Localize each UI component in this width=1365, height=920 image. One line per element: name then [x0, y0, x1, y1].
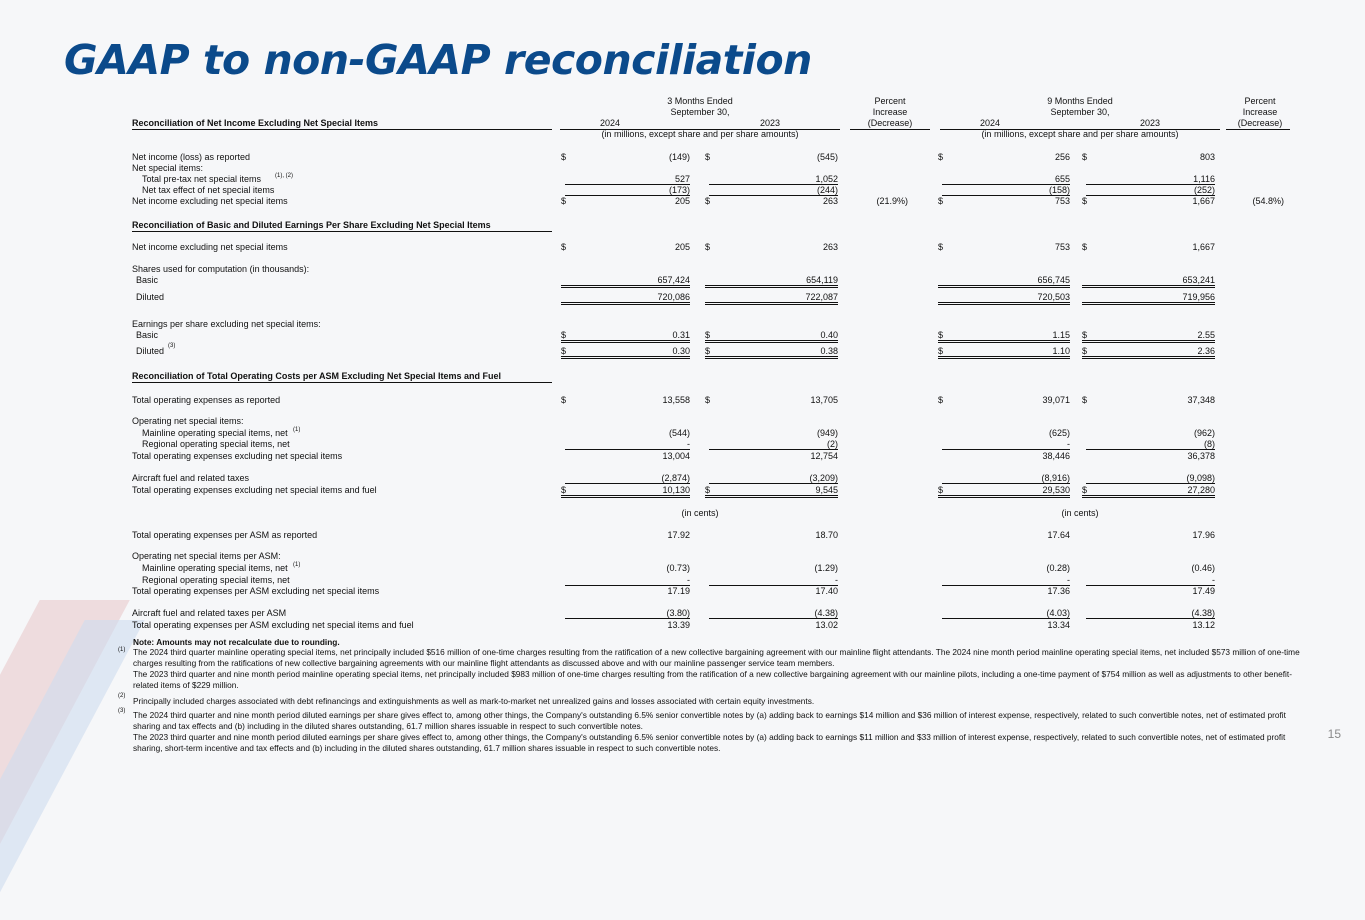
row-fasm-value-2: (4.03)	[942, 608, 1070, 619]
footnote-marker-1: (1)	[118, 647, 126, 653]
row-ni-value-2: 256	[1054, 152, 1070, 162]
row-basic-value-0: 657,424	[561, 275, 690, 288]
row-asmexf-value-3: 13.12	[1192, 620, 1215, 630]
header-year-2023-q: 2023	[759, 118, 781, 128]
header-percent-q-1: Percent	[874, 96, 906, 106]
row-toexf-label: Total operating expenses excluding net special items and fuel	[132, 485, 377, 495]
row-rasm-value-2: -	[942, 575, 1070, 586]
row-epsb-value-1: 0.40	[705, 330, 838, 343]
header-percent-y-3: (Decrease)	[1237, 118, 1283, 128]
row-toe-value-2: 39,071	[1042, 395, 1070, 405]
row-epsb-currency-3: $	[1082, 330, 1088, 340]
header-rule-pct-q	[850, 129, 930, 130]
page-number: 15	[1327, 727, 1341, 741]
row-mosi-value-3: (962)	[1193, 428, 1215, 438]
row-asm-value-2: 17.64	[1047, 530, 1070, 540]
row-asmex-value-2: 17.36	[1047, 586, 1070, 596]
row-asm-value-0: 17.92	[667, 530, 690, 540]
section-title-operating-costs: Reconciliation of Total Operating Costs per ASM Excluding Net Special Items and Fuel	[132, 371, 502, 381]
row-asmexf-label: Total operating expenses per ASM excluding net special items and fuel	[132, 620, 414, 630]
footnote-1a: The 2024 third quarter mainline operating special items, net principally included $516 million of one-time charges resulting from the ratification of a new collective bargaining agreement with our mainline flight attendants. The 2024 nine month period mainline operating special items, net included $573 million of one-time charges resulting from the ratifications of new collective bargaining agreements with our mainline flight attendants as discussed above and with our mainline passenger service team members.	[133, 647, 1300, 668]
row-diluted-label: Diluted	[136, 292, 165, 302]
row-fasm-value-1: (4.38)	[709, 608, 838, 619]
section-title-net-income: Reconciliation of Net Income Excluding Net Special Items	[132, 118, 379, 128]
header-sep30-q: September 30,	[670, 107, 730, 117]
row-toe-value-1: 13,705	[810, 395, 838, 405]
section-title-eps: Reconciliation of Basic and Diluted Earnings Per Share Excluding Net Special Items	[132, 220, 491, 230]
row-asmexf-value-0: 13.39	[667, 620, 690, 630]
row-niex-value-0: 205	[674, 196, 690, 206]
row-niex-currency-2: $	[938, 196, 944, 206]
in-cents-y: (in cents)	[1061, 508, 1099, 518]
footnote-note: Note: Amounts may not recalculate due to rounding.	[133, 637, 340, 647]
row-pretax-value-0: 527	[565, 174, 690, 185]
row-taxeff-value-3: (252)	[1086, 185, 1215, 196]
row-epsb-currency-2: $	[938, 330, 944, 340]
row-rosi-value-2: -	[942, 439, 1070, 450]
row-rosi-value-1: (2)	[709, 439, 838, 450]
row-toex-value-3: 36,378	[1187, 451, 1215, 461]
header-year-2024-q: 2024	[599, 118, 621, 128]
header-rule-q	[560, 129, 840, 130]
row-epsb-currency-1: $	[705, 330, 711, 340]
header-3-months: 3 Months Ended	[667, 96, 733, 106]
row-epsd-value-1: 0.38	[705, 346, 838, 359]
row-fasm-value-0: (3.80)	[565, 608, 690, 619]
row-epsb-value-3: 2.55	[1082, 330, 1215, 343]
header-year-2023-y: 2023	[1139, 118, 1161, 128]
footnote-ref-3: (3)	[168, 343, 176, 349]
row-toe-currency-2: $	[938, 395, 944, 405]
row-niex2-value-0: 205	[674, 242, 690, 252]
header-rule-pct-y	[1226, 129, 1290, 130]
row-rosi-label: Regional operating special items, net	[142, 439, 290, 449]
row-niex-value-3: 1,667	[1192, 196, 1215, 206]
row-epsb-currency-0: $	[561, 330, 567, 340]
row-toe-value-3: 37,348	[1187, 395, 1215, 405]
label-eps-excluding: Earnings per share excluding net special items:	[132, 319, 321, 329]
row-asm-value-3: 17.96	[1192, 530, 1215, 540]
pct-net-income-y: (54.8%)	[1252, 196, 1284, 206]
row-niex-value-1: 263	[822, 196, 838, 206]
row-epsd-label: Diluted	[136, 346, 165, 356]
row-ni-value-0: (149)	[668, 152, 690, 162]
row-niex-currency-1: $	[705, 196, 711, 206]
row-basic-value-2: 656,745	[938, 275, 1070, 288]
row-toe-value-0: 13,558	[662, 395, 690, 405]
row-fuel-value-3: (9,098)	[1086, 473, 1215, 484]
page-title: GAAP to non-GAAP reconciliation	[64, 36, 812, 84]
row-mosi-value-0: (544)	[668, 428, 690, 438]
footnote-ref-1-asm: (1)	[293, 562, 301, 568]
header-sep30-y: September 30,	[1050, 107, 1110, 117]
row-epsd-value-0: 0.30	[561, 346, 690, 359]
row-toe-currency-0: $	[561, 395, 567, 405]
row-niex2-currency-0: $	[561, 242, 567, 252]
footnote-3a: The 2024 third quarter and nine month period diluted earnings per share gives effect to, among other things, the Company's outstanding 6.5% senior convertible notes by (a) adding back to earnings $14 million and $36 million of interest expense, respectively, related to such convertible notes, net of estimated profit sharing and tax effects and (b) including in the diluted shares outstanding, 61.7 million shares issuable in respect to such convertible notes.	[133, 710, 1286, 731]
row-fuel-label: Aircraft fuel and related taxes	[132, 473, 250, 483]
row-ni-value-3: 803	[1199, 152, 1215, 162]
row-ni-label: Net income (loss) as reported	[132, 152, 251, 162]
footnote-3b: The 2023 third quarter and nine month period diluted earnings per share gives effect to, among other things, the Company's outstanding 6.5% senior convertible notes by (a) adding back to earnings $11 million and $33 million of interest expense, respectively, related to such convertible notes, net of estimated profit sharing, short-term incentive and tax effects and (b) including in the diluted shares outstanding, 61.7 million shares issuable in respect to such convertible notes.	[133, 732, 1286, 753]
row-niex2-label: Net income excluding net special items	[132, 242, 288, 252]
row-toexf-value-0: 10,130	[561, 485, 690, 498]
row-ni-currency-1: $	[705, 152, 711, 162]
row-toexf-value-2: 29,530	[938, 485, 1070, 498]
section-rule-operating-costs	[132, 382, 552, 383]
row-toexf-value-3: 27,280	[1082, 485, 1215, 498]
row-masm-value-2: (0.28)	[1046, 563, 1070, 573]
row-epsb-label: Basic	[136, 330, 159, 340]
pct-net-income-q: (21.9%)	[876, 196, 908, 206]
row-asm-label: Total operating expenses per ASM as reported	[132, 530, 318, 540]
row-asmex-value-3: 17.49	[1192, 586, 1215, 596]
row-pretax-value-1: 1,052	[709, 174, 838, 185]
row-ni-currency-0: $	[561, 152, 567, 162]
footnote-ref-1-2: (1), (2)	[275, 173, 293, 179]
row-mosi-label: Mainline operating special items, net	[142, 428, 288, 438]
row-epsd-value-2: 1.10	[938, 346, 1070, 359]
footnote-2: Principally included charges associated with debt refinancings and extinguishments as well as mark-to-market net unrealized gains and losses associated with certain equity investments.	[133, 696, 815, 706]
header-9-months: 9 Months Ended	[1047, 96, 1113, 106]
row-masm-label: Mainline operating special items, net	[142, 563, 288, 573]
row-epsd-currency-0: $	[561, 346, 567, 356]
row-pretax-value-3: 1,116	[1086, 174, 1215, 185]
label-operating-net-special-items-asm: Operating net special items per ASM:	[132, 551, 281, 561]
row-toe-currency-1: $	[705, 395, 711, 405]
row-mosi-value-2: (625)	[1048, 428, 1070, 438]
header-rule-section	[132, 129, 552, 130]
footnote-marker-2: (2)	[118, 693, 126, 699]
row-masm-value-0: (0.73)	[666, 563, 690, 573]
row-asmex-label: Total operating expenses per ASM excluding net special items	[132, 586, 380, 596]
row-niex2-value-3: 1,667	[1192, 242, 1215, 252]
row-asmexf-value-1: 13.02	[815, 620, 838, 630]
row-epsd-currency-3: $	[1082, 346, 1088, 356]
row-taxeff-value-2: (158)	[942, 185, 1070, 196]
row-toexf-currency-2: $	[938, 485, 944, 495]
row-rasm-value-1: -	[709, 575, 838, 586]
row-niex2-currency-1: $	[705, 242, 711, 252]
header-percent-y-2: Increase	[1242, 107, 1278, 117]
row-fasm-label: Aircraft fuel and related taxes per ASM	[132, 608, 287, 618]
header-percent-y-1: Percent	[1244, 96, 1276, 106]
row-masm-value-3: (0.46)	[1191, 563, 1215, 573]
row-niex2-value-2: 753	[1054, 242, 1070, 252]
row-niex2-currency-2: $	[938, 242, 944, 252]
row-toex-value-1: 12,754	[810, 451, 838, 461]
row-diluted-value-0: 720,086	[561, 292, 690, 305]
header-year-2024-y: 2024	[979, 118, 1001, 128]
header-rule-y	[940, 129, 1220, 130]
row-toex-value-0: 13,004	[662, 451, 690, 461]
row-toe-label: Total operating expenses as reported	[132, 395, 281, 405]
row-epsd-currency-2: $	[938, 346, 944, 356]
row-niex-label: Net income excluding net special items	[132, 196, 288, 206]
in-cents-q: (in cents)	[681, 508, 719, 518]
row-toex-label: Total operating expenses excluding net special items	[132, 451, 343, 461]
row-basic-value-3: 653,241	[1082, 275, 1215, 288]
header-units-y: (in millions, except share and per share amounts)	[981, 129, 1179, 139]
row-toexf-value-1: 9,545	[705, 485, 838, 498]
row-toex-value-2: 38,446	[1042, 451, 1070, 461]
row-fasm-value-3: (4.38)	[1086, 608, 1215, 619]
label-operating-net-special-items: Operating net special items:	[132, 416, 244, 426]
row-diluted-value-3: 719,956	[1082, 292, 1215, 305]
row-fuel-value-1: (3,209)	[709, 473, 838, 484]
row-fuel-value-0: (2,874)	[565, 473, 690, 484]
row-masm-value-1: (1.29)	[814, 563, 838, 573]
row-basic-value-1: 654,119	[705, 275, 838, 288]
header-percent-q-3: (Decrease)	[867, 118, 913, 128]
row-asm-value-1: 18.70	[815, 530, 838, 540]
row-epsd-currency-1: $	[705, 346, 711, 356]
row-rasm-value-0: -	[565, 575, 690, 586]
row-toexf-currency-3: $	[1082, 485, 1088, 495]
row-taxeff-value-1: (244)	[709, 185, 838, 196]
row-epsb-value-0: 0.31	[561, 330, 690, 343]
row-ni-currency-3: $	[1082, 152, 1088, 162]
row-epsd-value-3: 2.36	[1082, 346, 1215, 359]
row-asmex-value-1: 17.40	[815, 586, 838, 596]
row-ni-currency-2: $	[938, 152, 944, 162]
header-percent-q-2: Increase	[872, 107, 908, 117]
header-units-q: (in millions, except share and per share amounts)	[601, 129, 799, 139]
row-basic-label: Basic	[136, 275, 159, 285]
row-taxeff-label: Net tax effect of net special items	[142, 185, 275, 195]
row-rosi-value-3: (8)	[1086, 439, 1215, 450]
section-rule-eps	[132, 231, 552, 232]
row-toexf-currency-0: $	[561, 485, 567, 495]
row-taxeff-value-0: (173)	[565, 185, 690, 196]
row-rasm-label: Regional operating special items, net	[142, 575, 290, 585]
footnote-1b: The 2023 third quarter and nine month period mainline operating special items, net principally included $983 million of one-time charges resulting from the ratification of a new collective bargaining agreement with our mainline pilots, including a one-time payment of $754 million as well as adjustments to other benefit-related items of $229 million.	[133, 669, 1292, 690]
row-toe-currency-3: $	[1082, 395, 1088, 405]
row-diluted-value-1: 722,087	[705, 292, 838, 305]
row-asmex-value-0: 17.19	[667, 586, 690, 596]
label-net-special-items: Net special items:	[132, 163, 204, 173]
row-niex2-currency-3: $	[1082, 242, 1088, 252]
label-shares-used: Shares used for computation (in thousands):	[132, 264, 310, 274]
row-mosi-value-1: (949)	[816, 428, 838, 438]
footnote-marker-3: (3)	[118, 708, 126, 714]
row-rosi-value-0: -	[565, 439, 690, 450]
row-niex-value-2: 753	[1054, 196, 1070, 206]
row-fuel-value-2: (8,916)	[942, 473, 1070, 484]
row-epsb-value-2: 1.15	[938, 330, 1070, 343]
row-ni-value-1: (545)	[816, 152, 838, 162]
row-diluted-value-2: 720,503	[938, 292, 1070, 305]
row-rasm-value-3: -	[1086, 575, 1215, 586]
row-pretax-value-2: 655	[942, 174, 1070, 185]
row-pretax-label: Total pre-tax net special items	[142, 174, 262, 184]
footnote-ref-1-operating: (1)	[293, 427, 301, 433]
row-niex2-value-1: 263	[822, 242, 838, 252]
row-toexf-currency-1: $	[705, 485, 711, 495]
row-asmexf-value-2: 13.34	[1047, 620, 1070, 630]
row-niex-currency-0: $	[561, 196, 567, 206]
row-niex-currency-3: $	[1082, 196, 1088, 206]
